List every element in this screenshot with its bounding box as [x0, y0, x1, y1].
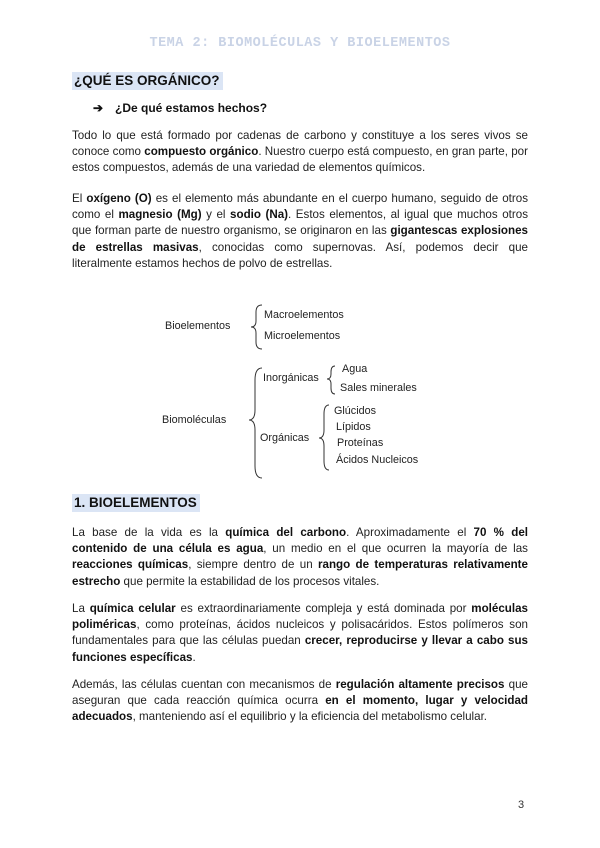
text-run: es extraordinariamente compleja y está dominada por — [175, 602, 472, 615]
paragraph-quimica-celular — [72, 601, 528, 666]
text-run: , conocidas como supernovas. Así, podemos decir que literalmente estamos hechos de polvo de estrellas. — [72, 240, 529, 270]
bold-run: química celular — [89, 602, 176, 615]
paragraph-quimica-carbono — [72, 525, 528, 590]
text-run: Además, las células cuentan con mecanismos de — [72, 678, 336, 691]
bold-run: sodio (Na) — [230, 208, 289, 222]
heading-que-es-organico: ¿QUÉ ES ORGÁNICO? — [72, 72, 223, 90]
bold-run: oxígeno (O) — [86, 192, 152, 205]
label-biomoleculas: Biomoléculas — [162, 414, 227, 426]
item-agua: Agua — [342, 363, 368, 375]
item-macroelementos: Macroelementos — [264, 309, 344, 321]
bold-run: en el momento, lugar y velocidad adecuados — [72, 694, 528, 724]
item-proteinas: Proteínas — [337, 437, 384, 449]
text-run: . Nuestro cuerpo está compuesto, en gran parte, por estos compuestos, además de una variedad de elementos químicos. — [72, 145, 528, 175]
text-run: El — [72, 192, 87, 205]
label-inorganicas: Inorgánicas — [263, 372, 319, 384]
bold-run: crecer, reproducirse y llevar a cabo sus funciones específicas — [72, 634, 528, 664]
text-run: . Aproximadamente el — [346, 526, 474, 539]
text-run: . — [192, 650, 196, 664]
paragraph-regulacion — [72, 677, 528, 726]
bold-run: moléculas poliméricas — [72, 602, 528, 632]
brace-inorganicas — [327, 366, 335, 394]
text-run: , siempre dentro de un — [188, 558, 319, 572]
text-run: , manteniendo así el equilibrio y la eficiencia del metabolismo celular. — [132, 710, 488, 724]
item-lipidos: Lípidos — [336, 421, 371, 433]
item-glucidos: Glúcidos — [334, 405, 377, 417]
item-microelementos: Microelementos — [264, 330, 341, 342]
bold-run: química del carbono — [225, 526, 347, 539]
bold-run: gigantescas explosiones de estrellas masivas — [72, 224, 528, 254]
bold-run: magnesio (Mg) — [118, 208, 202, 222]
page-header-title: TEMA 2: BIOMOLÉCULAS Y BIOELEMENTOS — [149, 36, 451, 51]
text-run: Todo lo que está formado por cadenas de carbono y constituye a los seres vivos se conoce como — [72, 129, 528, 159]
item-sales-minerales: Sales minerales — [340, 382, 417, 394]
text-run: que aseguran que cada reacción química ocurra — [72, 678, 528, 708]
bold-run: compuesto orgánico — [144, 145, 259, 159]
bold-run: regulación altamente precisos — [335, 678, 505, 691]
text-run: , un medio en el que ocurren la mayoría de las — [263, 542, 528, 556]
text-run: es el elemento más abundante en el cuerpo humano, seguido de otros como el — [72, 192, 529, 222]
text-run: La — [72, 602, 90, 615]
bold-run: reacciones químicas — [72, 558, 189, 572]
page-number: 3 — [518, 799, 525, 811]
label-bioelementos: Bioelementos — [165, 320, 231, 332]
item-acidos-nucleicos: Ácidos Nucleicos — [336, 454, 419, 466]
text-run: y el — [201, 208, 231, 222]
heading-bioelementos: 1. BIOELEMENTOS — [72, 494, 200, 512]
brace-biomoleculas — [249, 368, 262, 478]
text-run: , como proteínas, ácidos nucleicos y polisacáridos. Estos polímeros son fundamentales para que las células puedan — [72, 618, 528, 648]
subheading-text: ¿De qué estamos hechos? — [115, 101, 268, 115]
text-run: que permite la estabilidad de los procesos vitales. — [120, 574, 380, 588]
text-run: La base de la vida es la — [72, 526, 226, 539]
label-organicas: Orgánicas — [260, 432, 310, 444]
bold-run: rango de temperaturas relativamente estrecho — [72, 558, 528, 588]
arrow-right-icon: ➔ — [93, 101, 104, 115]
text-run: . Estos elementos, al igual que muchos otros que forman parte de nuestro organismo, se originaron en las — [72, 208, 528, 238]
brace-organicas — [319, 405, 329, 470]
brace-bioelementos — [251, 305, 262, 349]
bold-run: 70 % del contenido de una célula es agua — [72, 526, 528, 556]
